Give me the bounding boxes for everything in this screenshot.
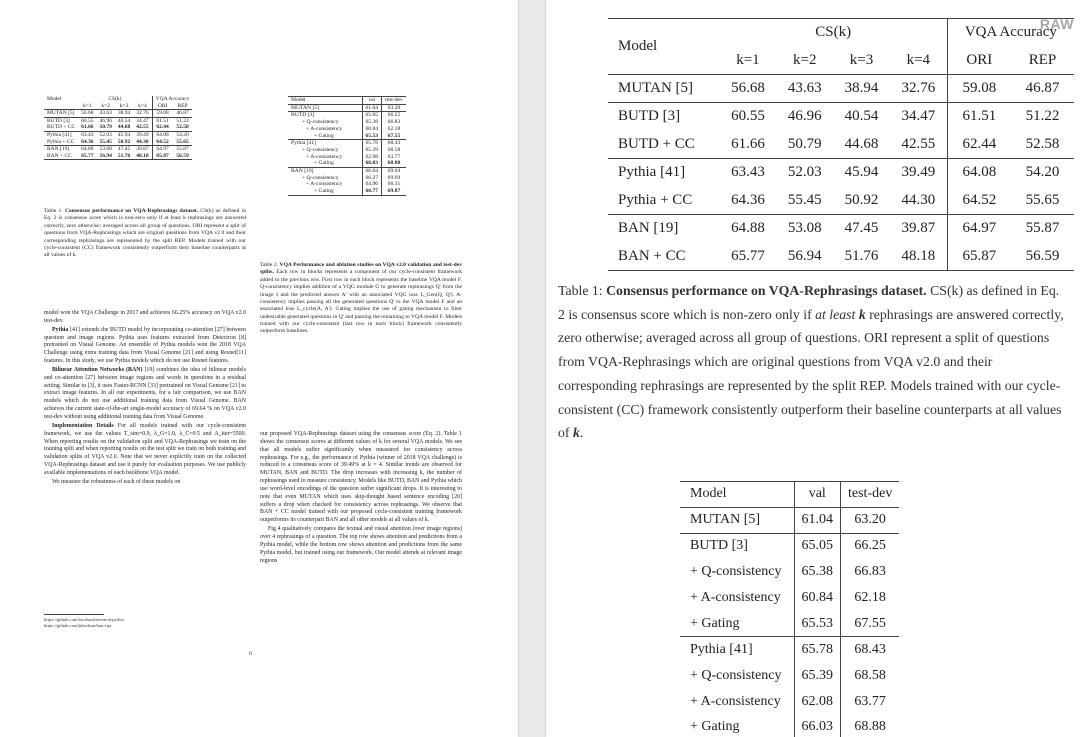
t1-cell: 63.43 xyxy=(720,159,777,187)
t1-subheader: k=1 xyxy=(736,51,760,68)
caption-label: Table 2. xyxy=(260,262,279,268)
lt1-cell: 34.47 xyxy=(133,117,152,124)
table-row xyxy=(288,181,406,188)
t1-cell: 34.47 xyxy=(890,103,947,131)
right-page xyxy=(546,0,1080,737)
table-row xyxy=(288,175,406,182)
lt1-cell: 65.87 xyxy=(152,153,172,160)
left-table1 xyxy=(44,96,192,160)
t1-cell: 59.08 xyxy=(947,75,1011,103)
lt1-cell: 39.49 xyxy=(133,131,152,138)
t2-cell: 67.55 xyxy=(841,611,900,637)
t2-cell: 61.04 xyxy=(794,507,841,533)
lt1-cell: 48.18 xyxy=(136,152,149,159)
para-text: For all models trained with our cycle-consistent framework, we use the values T_sim=0.9, λ_G=1.0, λ_C=0.5 and A_iter=5500. When reporting results on the validation split and VQA-Rephrasings we train on the training split and when reporting results on the test split we train on both training and validation splits of VQA v2.0. Note that we never explicitly train on the collected VQA-Rephrasings dataset and use it purely for evaluation purposes. We use publicly available implementations of each backbone VQA model. xyxy=(44,422,246,476)
lt2-cell: 63.20 xyxy=(382,104,406,112)
t2-cell: 66.83 xyxy=(841,559,900,585)
t2-cell: + A-consistency xyxy=(690,693,781,709)
t1-subheader: k=3 xyxy=(849,51,874,68)
table-row xyxy=(680,585,899,611)
t2-cell: + Gating xyxy=(690,615,740,631)
t2-cell: 63.77 xyxy=(841,689,900,715)
table-row xyxy=(288,168,406,175)
lt1-cell: 56.59 xyxy=(176,152,189,159)
lt1-h-vqa: VQA Accuracy xyxy=(152,96,192,103)
t1-cell: 45.94 xyxy=(833,159,890,187)
t1-cell: 55.45 xyxy=(787,191,822,208)
t1-cell: 64.36 xyxy=(731,191,765,208)
caption-text: CS(k) as defined in Eq. 2 is consensus score which is non-zero only if at least k rephrasings are answered correctly, zero otherwise; averaged across all group of questions. ORI represent a split of questions from VQA-Rephrasings which are original questions from VQA v2.0 and their corresponding rephrasings are represented by the split REP. Models trained with our cycle-consistent (CC) framework consistently outperform their baseline counterparts at all values of k. xyxy=(44,208,247,259)
lt1-cell: 52.58 xyxy=(176,124,189,131)
table-row xyxy=(288,160,406,167)
lt1-cell: 40.54 xyxy=(115,117,133,124)
t1-cell: 55.65 xyxy=(1025,191,1060,208)
table-row xyxy=(44,117,192,124)
lt1-cell: 38.94 xyxy=(115,110,133,118)
caption-bold: VQA Performance and ablation studies on VQA v2.0 validation and test-dev splits. xyxy=(260,262,462,276)
left-table2-caption xyxy=(260,262,462,336)
lt1-cell: BAN [19] xyxy=(44,146,78,153)
lt1-cell: 53.08 xyxy=(97,146,115,153)
t1-cell: BUTD + CC xyxy=(618,135,695,152)
t1-header-vqa: VQA Accuracy xyxy=(947,19,1074,47)
t1-cell: Pythia [41] xyxy=(608,159,720,187)
table-row xyxy=(288,119,406,126)
table-row xyxy=(608,215,1074,243)
lt1-cell: BUTD [3] xyxy=(44,117,78,124)
t2-cell: 68.88 xyxy=(841,715,900,737)
t1-cell: 53.08 xyxy=(776,215,833,243)
left-table2 xyxy=(288,96,406,196)
footnote-rule xyxy=(44,614,104,615)
t1-cell: 39.87 xyxy=(890,215,947,243)
lt1-cell: 59.08 xyxy=(152,110,172,118)
t2-cell: 63.20 xyxy=(841,507,900,533)
lt1-cell: 55.45 xyxy=(99,138,112,145)
t1-header-cs: CS(k) xyxy=(815,24,852,41)
table-row xyxy=(608,243,1074,271)
lt2-cell: 67.55 xyxy=(382,133,406,140)
t2-cell: 62.08 xyxy=(794,689,841,715)
raw-badge: RAW xyxy=(1039,16,1074,32)
table-row xyxy=(680,689,899,715)
t1-cell: 32.76 xyxy=(890,75,947,103)
lt1-cell: 65.77 xyxy=(81,152,94,159)
lt2-cell: 65.78 xyxy=(362,140,382,147)
t2-header-testdev: test-dev xyxy=(841,482,900,508)
lt1-cell: 64.88 xyxy=(78,146,96,153)
t1-cell: 55.87 xyxy=(1011,215,1074,243)
t2-cell: 66.03 xyxy=(794,715,841,737)
table-row xyxy=(680,637,899,663)
t2-cell: 62.18 xyxy=(841,585,900,611)
right-table1 xyxy=(608,18,1074,271)
lt1-cell: 46.87 xyxy=(173,110,193,118)
lt2-cell: 65.39 xyxy=(362,147,382,154)
lt1-sub: k=4 xyxy=(138,102,147,109)
t2-header-val: val xyxy=(794,482,841,508)
footnotes xyxy=(44,617,246,629)
caption-k: k xyxy=(572,425,580,441)
paragraph xyxy=(44,367,246,422)
t1-cell: 61.51 xyxy=(947,103,1011,131)
t2-cell: + Gating xyxy=(690,719,740,735)
table-row xyxy=(44,124,192,131)
lt2-cell: 62.08 xyxy=(362,154,382,161)
lt1-h-cs: CS(k) xyxy=(108,96,122,102)
t2-cell: + Q-consistency xyxy=(690,564,782,580)
t1-cell: BUTD [3] xyxy=(608,103,720,131)
t1-cell: 48.18 xyxy=(890,243,947,271)
lt1-cell: 62.44 xyxy=(152,124,172,131)
t1-cell: 56.68 xyxy=(720,75,777,103)
table-row xyxy=(680,559,899,585)
lt1-cell: BUTD + CC xyxy=(47,124,76,131)
t2-cell: 66.25 xyxy=(841,533,900,559)
caption-italic: at least xyxy=(815,306,856,322)
t1-cell: 38.94 xyxy=(833,75,890,103)
lt1-cell: 43.63 xyxy=(97,110,115,118)
paragraph: model won the VQA Challenge in 2017 and achieves 66.25% accuracy on VQA v2.0 test-dev. xyxy=(44,310,246,324)
t2-cell: 65.53 xyxy=(794,611,841,637)
caption-period: . xyxy=(579,425,584,441)
footnote: https://github.com/jnhwkim/ban-vqa xyxy=(44,622,112,628)
lt2-cell: 69.87 xyxy=(382,188,406,195)
caption-k: k xyxy=(858,306,866,322)
t1-cell: 51.76 xyxy=(833,243,890,271)
t1-cell: 44.30 xyxy=(901,191,936,208)
lt1-cell: 44.30 xyxy=(136,138,149,145)
caption-text: CS(k) as defined in Eq. 2 is consensus score which is non-zero only if xyxy=(558,283,1060,322)
t1-cell: 61.66 xyxy=(731,135,765,152)
para-text: [41] extends the BUTD model by incorporating co-attention [27] between question and image regions. Pythia uses features extracted from Detectron [8] pretrained on Visual Genome. An ensemble of Pythia models won the 2018 VQA Challenge using extra training data from Visual Genome [21] and using Resnet[11] features. In this study, we use Pythia models which do not use Resnet features. xyxy=(44,326,246,365)
table-row xyxy=(288,147,406,154)
table-row xyxy=(288,126,406,133)
lt1-cell: MUTAN [5] xyxy=(44,110,78,118)
t2-cell: 60.84 xyxy=(794,585,841,611)
t1-cell: 52.03 xyxy=(776,159,833,187)
t1-cell: Pythia + CC xyxy=(618,191,693,208)
lt2-cell: 64.96 xyxy=(362,181,382,188)
lt1-cell: 64.52 xyxy=(152,139,172,146)
lt1-cell: 64.97 xyxy=(152,146,172,153)
lt2-cell: MUTAN [5] xyxy=(288,104,362,112)
paragraph: our proposed VQA-Rephrasings dataset using the consensus score (Eq. 2). Table 1 shows the consensus scores at different values of k for several VQA models. We see that all models suffer significantly when measured for consistency across rephrasings. For e.g., the performance of Pythia (winner of 2018 VQA challenge) is reduced to a consensus score of 39.49% at k = 4. Similar trends are observed for MUTAN, BAN and BUTD. The drop increases with increasing k, the number of rephrasings used to measure consistency. Models like BUTD, BAN and Pythia which use word-level encodings of the question suffer significant drops. It is interesting to note that even MUTAN which uses skip-thought based sentence encoding [20] suffers a drop when checked for consistency across rephrasings. We observe that BAN + CC model trained with our proposed cycle-consistent training framework outperforms its counterpart BAN and all other models at all values of k. xyxy=(260,431,462,524)
table-row xyxy=(288,188,406,195)
table-row xyxy=(44,153,192,160)
lt1-cell: 63.43 xyxy=(78,131,96,138)
lt1-cell: 39.87 xyxy=(133,146,152,153)
t1-cell: 39.49 xyxy=(890,159,947,187)
lt2-cell: + Gating xyxy=(314,132,334,139)
t1-cell: 47.45 xyxy=(833,215,890,243)
para-bold: Bilinear Attention Networks (BAN) xyxy=(52,366,143,373)
left-table1-caption xyxy=(44,208,246,260)
t1-cell: BAN + CC xyxy=(608,243,720,271)
t2-cell: 65.39 xyxy=(794,663,841,689)
table-row xyxy=(680,663,899,689)
t1-cell: 46.96 xyxy=(776,103,833,131)
lt2-h: test-dev xyxy=(382,97,406,105)
lt2-cell: 68.43 xyxy=(382,140,406,147)
lt2-cell: + Gating xyxy=(314,160,334,167)
table-row xyxy=(608,159,1074,187)
lt2-cell: 65.53 xyxy=(362,133,382,140)
table-row xyxy=(288,154,406,161)
lt2-cell: 63.77 xyxy=(382,154,406,161)
table-row xyxy=(44,131,192,138)
table-row xyxy=(680,715,899,737)
left-page xyxy=(0,0,518,737)
paragraph: Fig 4 qualitatively compares the textual and visual attention (over image regions) over 4 rephrasings of a question. The top row shows attention and predictions from a Pythia model, while the bottom row shows attention and predictions from the same Pythia model, but trained using our framework. Our model attends at relevant image regions xyxy=(260,526,462,564)
lt1-cell: 54.20 xyxy=(173,131,193,138)
lt2-cell: 69.69 xyxy=(382,175,406,182)
lt1-sub: ORI xyxy=(152,103,172,110)
t2-cell: 68.43 xyxy=(841,637,900,663)
table-row xyxy=(44,110,192,118)
lt1-cell: 51.76 xyxy=(117,152,131,159)
table-row xyxy=(288,104,406,112)
t1-subheader: ORI xyxy=(947,47,1011,75)
lt1-cell: 55.87 xyxy=(173,146,193,153)
t2-cell: BUTD [3] xyxy=(680,533,794,559)
lt1-cell: 42.55 xyxy=(136,124,149,131)
lt2-cell: BAN [19] xyxy=(288,168,362,175)
lt1-sub: k=3 xyxy=(119,102,129,109)
lt2-cell: + Q-consistency xyxy=(302,146,339,153)
lt1-cell: Pythia + CC xyxy=(47,138,75,145)
lt2-cell: 69.64 xyxy=(382,168,406,175)
lt2-cell: 60.84 xyxy=(362,126,382,133)
lt2-cell: 61.04 xyxy=(362,104,382,112)
t1-cell: 64.88 xyxy=(720,215,777,243)
lt2-h: val xyxy=(362,97,382,105)
t1-cell: 46.87 xyxy=(1011,75,1074,103)
caption-text: rephrasings are answered correctly, zero otherwise; averaged across all group of questions. ORI represent a split of questions from VQA-Rephrasings which are original questions from VQA v2.0 and their corresponding rephrasings are represented by the split REP. Models trained with our cycle-consistent (CC) framework consistently outperform their baseline counterparts at all values of xyxy=(558,306,1064,441)
caption-bold: Consensus performance on VQA-Rephrasings dataset. xyxy=(64,208,199,214)
lt1-cell: 56.94 xyxy=(99,152,112,159)
lt2-cell: 68.58 xyxy=(382,147,406,154)
t1-cell: 52.58 xyxy=(1025,135,1060,152)
t1-cell: 60.55 xyxy=(720,103,777,131)
t1-cell: MUTAN [5] xyxy=(608,75,720,103)
t1-subheader: k=4 xyxy=(906,51,931,68)
lt1-cell: 64.08 xyxy=(152,131,172,138)
caption-bold: Consensus performance on VQA-Rephrasings dataset. xyxy=(606,283,927,298)
left-column-1 xyxy=(44,310,246,488)
t2-cell: 65.38 xyxy=(794,559,841,585)
page-number: 6 xyxy=(249,651,252,657)
lt2-cell: Pythia [41] xyxy=(288,140,362,147)
lt2-cell: 68.88 xyxy=(382,160,406,167)
lt1-cell: 50.92 xyxy=(117,138,131,145)
t1-cell: 50.92 xyxy=(844,191,879,208)
lt1-cell: 45.94 xyxy=(115,131,133,138)
para-bold: Pythia xyxy=(52,326,69,333)
lt1-cell: 32.76 xyxy=(133,110,152,118)
lt1-cell: 61.51 xyxy=(152,117,172,124)
lt2-cell: 62.18 xyxy=(382,126,406,133)
t2-cell: 65.78 xyxy=(794,637,841,663)
lt2-cell: 66.04 xyxy=(362,168,382,175)
lt1-cell: 51.22 xyxy=(173,117,193,124)
lt2-cell: 65.38 xyxy=(362,119,382,126)
lt2-cell: BUTD [3] xyxy=(288,112,362,119)
lt2-cell: + A-consistency xyxy=(306,125,343,132)
t1-cell: 50.79 xyxy=(787,135,822,152)
lt1-cell: 55.65 xyxy=(176,138,189,145)
lt1-cell: 60.55 xyxy=(78,117,96,124)
para-bold: Implementation Details xyxy=(52,422,114,429)
lt2-cell: + Q-consistency xyxy=(302,119,339,126)
lt1-cell: 64.36 xyxy=(81,138,94,145)
table-row xyxy=(680,507,899,533)
lt1-cell: 50.79 xyxy=(99,124,112,131)
lt1-cell: 52.03 xyxy=(97,131,115,138)
lt2-cell: + A-consistency xyxy=(306,153,343,160)
paragraph: We measure the robustness of each of these models on xyxy=(52,478,181,485)
lt2-cell: + Q-consistency xyxy=(302,174,339,181)
t1-cell: 56.94 xyxy=(776,243,833,271)
lt2-cell: 66.03 xyxy=(362,160,382,167)
table-row xyxy=(288,133,406,140)
para-text: [19] combines the idea of bilinear models and co-attention [27] between image regions and words in questions in a residual setting. Similar to [3], it uses Faster-RCNN [33] pretrained on Visual Genome [21] to extract image features. In all our experiments, for a fair comparison, we use BAN models which do not use additional training data from Visual Genome. BAN achieves the current state-of-the-art single-model accuracy of 69.64 % on VQA v2.0 test-dev without using additional training data from Visual Genome. xyxy=(44,366,246,420)
t1-cell: 65.77 xyxy=(720,243,777,271)
lt2-cell: + Gating xyxy=(314,188,334,195)
lt2-cell: 65.05 xyxy=(362,112,382,119)
table-row xyxy=(680,611,899,637)
lt1-cell: 47.45 xyxy=(115,146,133,153)
paragraph xyxy=(44,327,246,366)
t1-cell: 64.52 xyxy=(947,187,1011,215)
lt1-cell: BAN + CC xyxy=(47,152,72,159)
lt1-cell: Pythia [41] xyxy=(44,131,78,138)
t1-cell: 64.97 xyxy=(947,215,1011,243)
table-row xyxy=(288,112,406,119)
t2-cell: + A-consistency xyxy=(690,590,781,605)
lt1-sub: k=1 xyxy=(83,102,92,109)
t1-subheader: k=2 xyxy=(792,51,817,68)
table-row xyxy=(608,187,1074,215)
table-row xyxy=(44,146,192,153)
paragraph xyxy=(44,423,246,478)
t2-header-model: Model xyxy=(680,482,794,508)
t1-cell: 44.68 xyxy=(844,135,879,152)
right-table2 xyxy=(680,481,899,737)
t2-cell: 65.05 xyxy=(794,533,841,559)
t1-cell: 64.08 xyxy=(947,159,1011,187)
t1-cell: 43.63 xyxy=(776,75,833,103)
lt2-h: Model xyxy=(291,97,306,103)
t1-cell: 56.59 xyxy=(1011,243,1074,271)
lt1-sub: REP xyxy=(177,102,188,109)
lt2-cell: 66.83 xyxy=(382,119,406,126)
table-row xyxy=(44,139,192,146)
t1-cell: 54.20 xyxy=(1011,159,1074,187)
t1-cell: BAN [19] xyxy=(608,215,720,243)
caption-label: Table 1: xyxy=(558,283,603,298)
table-row xyxy=(288,140,406,147)
caption-label: Table 1. xyxy=(44,208,63,214)
right-table1-caption xyxy=(558,279,1064,445)
lt1-h-model: Model xyxy=(47,96,62,102)
lt1-cell: 44.68 xyxy=(117,124,131,131)
table-row xyxy=(608,75,1074,103)
t2-cell: 68.58 xyxy=(841,663,900,689)
lt1-sub: k=2 xyxy=(101,102,111,109)
table-row xyxy=(680,533,899,559)
t2-cell: Pythia [41] xyxy=(680,637,794,663)
lt1-cell: 61.66 xyxy=(81,124,94,131)
left-column-2 xyxy=(260,431,462,566)
lt2-cell: 66.77 xyxy=(362,188,382,195)
t1-cell: 62.44 xyxy=(947,131,1011,159)
lt2-cell: 66.25 xyxy=(382,112,406,119)
t1-cell: 51.22 xyxy=(1011,103,1074,131)
t2-cell: + Q-consistency xyxy=(690,667,782,683)
t1-cell: 42.55 xyxy=(901,135,936,152)
t2-cell: MUTAN [5] xyxy=(680,507,794,533)
caption-text: Each row in blocks represents a component of our cycle-consistent framework added to the previous row. First row in each block represents the baseline VQA model F. Q-consistency implies addition of a VQG module G to generate rephrasings Q' from the image I and the predicted answer A' with an associated VQG loss L_Gen(Q, Q'). A-consistency implies passing all the generated questions Q' to the VQA model F and an associated loss L_cycle(A, A'). Gating implies the use of gating mechanism to filter undesirable generated questions in Q' and passing the remaining to VQA model F. Models trained with our cycle-consistent (last row in each block) framework consistently outperform baselines. xyxy=(260,269,462,335)
lt1-cell: 46.96 xyxy=(97,117,115,124)
t1-subheader: REP xyxy=(1028,51,1057,68)
lt2-cell: 66.27 xyxy=(362,175,382,182)
t1-cell: 40.54 xyxy=(833,103,890,131)
footnote: https://github.com/facebookresearch/pythia xyxy=(44,617,124,622)
lt1-cell: 56.68 xyxy=(78,110,96,118)
table-row xyxy=(608,103,1074,131)
t1-header-model: Model xyxy=(618,38,658,54)
t1-cell: 65.87 xyxy=(947,243,1011,271)
table-row xyxy=(608,131,1074,159)
lt2-cell: 66.31 xyxy=(382,181,406,188)
lt2-cell: + A-consistency xyxy=(306,181,343,188)
